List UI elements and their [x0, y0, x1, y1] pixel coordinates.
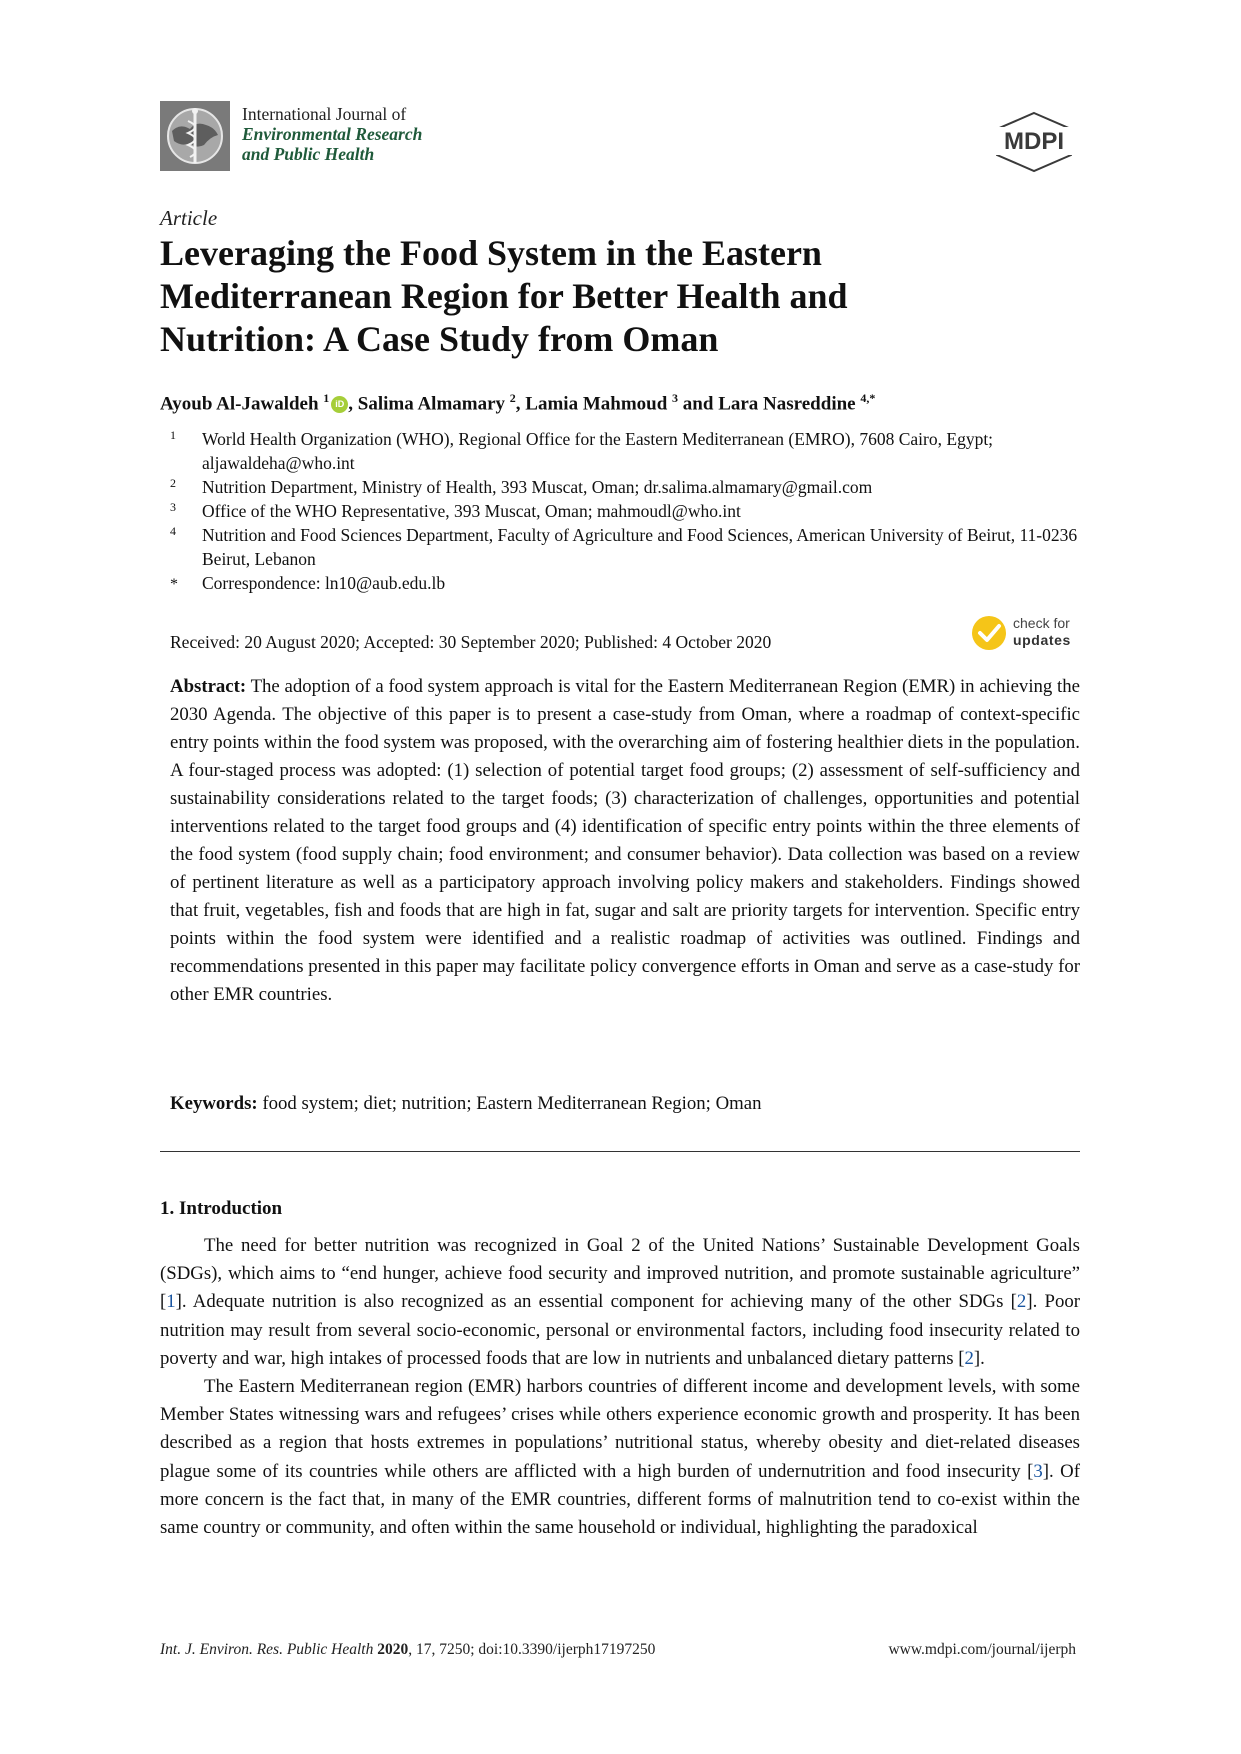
- affiliation-text: World Health Organization (WHO), Regional Office for the Eastern Mediterranean (EMRO), 7608 Cairo, Egypt; aljawaldeha@who.int: [202, 429, 994, 473]
- affiliation-text: Office of the WHO Representative, 393 Muscat, Oman; mahmoudl@who.int: [202, 501, 741, 521]
- affiliation-item: [170, 499, 1080, 523]
- author-name: Salima Almamary: [357, 393, 506, 415]
- paragraph: [160, 1232, 1080, 1373]
- text-run: ]. Adequate nutrition is also recognized as an essential component for achieving many of the other SDGs [: [175, 1291, 1017, 1313]
- section-heading: 1. Introduction: [160, 1198, 283, 1219]
- publisher-name: MDPI: [1004, 128, 1064, 155]
- citation-link[interactable]: 3: [1033, 1460, 1043, 1482]
- footer-year: 2020: [377, 1641, 409, 1658]
- section-body: [160, 1232, 1080, 1542]
- affiliation-text: Nutrition and Food Sciences Department, Faculty of Agriculture and Food Sciences, American University of Beirut, 11-0236 Beirut, Lebanon: [202, 525, 1078, 569]
- article-title: Leveraging the Food System in the Eastern Mediterranean Region for Better Health and Nutrition: A Case Study from Oman: [160, 233, 848, 359]
- journal-name-line1: International Journal of: [242, 104, 407, 124]
- author-name: Lara Nasreddine: [718, 393, 856, 415]
- affiliation-item: [170, 427, 1080, 475]
- abstract-text: The adoption of a food system approach is vital for the Eastern Mediterranean Region (EMR) in achieving the 2030 Agenda. The objective of this paper is to present a case-study from Oman, where a roadmap of context-specific entry points within the food system was proposed, with the overarching aim of fostering healthier diets in the population. A four-staged process was adopted: (1) selection of potential target food groups; (2) assessment of self-sufficiency and sustainability considerations related to the target foods; (3) characterization of challenges, opportunities and potential interventions related to the target food groups and (4) identification of specific entry points within the three elements of the food system (food supply chain; food environment; and consumer behavior). Data collection was based on a review of pertinent literature as well as a participatory approach involving policy makers and stakeholders. Findings showed that fruit, vegetables, fish and foods that are high in fat, sugar and salt are priority targets for intervention. Specific entry points within the food system were identified and a realistic roadmap of activities was outlined. Findings and recommendations presented in this paper may facilitate policy convergence efforts in Oman and serve as a case-study for other EMR countries.: [170, 676, 1081, 1005]
- affiliation-number: 3: [170, 500, 176, 514]
- divider: [160, 1151, 1080, 1152]
- author-name: Lamia Mahmoud: [525, 393, 668, 415]
- check-for-updates-badge[interactable]: [971, 612, 1081, 652]
- affiliation-item: [170, 475, 1080, 499]
- footer-doi: , 17, 7250; doi:10.3390/ijerph17197250: [408, 1641, 656, 1658]
- text-run: ]. Poor nutrition may result from several socio-economic, personal or environmental factors, including food insecurity related to poverty and war, high intakes of processed foods that are low in nutrients and unbalanced dietary patterns [: [160, 1291, 1080, 1369]
- journal-logo-icon: [160, 101, 230, 171]
- text-run: The need for better nutrition was recognized in Goal 2 of the United Nations’ Sustainable Development Goals (SDGs), which aims to “end hunger, achieve food security and improved nutrition, and promote sustainable agriculture” [: [160, 1235, 1080, 1313]
- affiliation-list: [170, 427, 1080, 595]
- citation-link[interactable]: 2: [1016, 1291, 1027, 1313]
- text-run: ].: [973, 1347, 985, 1369]
- journal-name: [242, 104, 422, 164]
- abstract: [170, 673, 1080, 1009]
- journal-name-line3: and Public Health: [242, 144, 375, 164]
- author-separator: and: [678, 393, 719, 415]
- text-run: The Eastern Mediterranean region (EMR) harbors countries of different income and development levels, with some Member States witnessing wars and refugees’ crises while others experience economic growth and prosperity. It has been described as a region that hosts extremes in populations’ nutritional status, whereby obesity and diet-related diseases plague some of its countries while others are afflicted with a high burden of undernutrition and food insecurity [: [160, 1376, 1080, 1482]
- citation-link[interactable]: 1: [166, 1291, 176, 1313]
- author-affiliation-mark: 1: [323, 391, 330, 405]
- mdpi-logo: [991, 111, 1077, 173]
- footer-citation: [160, 1641, 655, 1659]
- author-affiliation-mark: 4,*: [860, 391, 876, 405]
- author-affiliation-mark: 2: [509, 391, 516, 405]
- keywords-label: Keywords:: [170, 1093, 258, 1114]
- keywords: [170, 1093, 1080, 1115]
- affiliation-text: Correspondence: ln10@aub.edu.lb: [202, 573, 446, 593]
- abstract-label: Abstract:: [170, 676, 247, 697]
- affiliation-text: Nutrition Department, Ministry of Health, 393 Muscat, Oman; dr.salima.almamary@gmail.com: [202, 477, 873, 497]
- footer-journal-url[interactable]: www.mdpi.com/journal/ijerph: [888, 1641, 1076, 1658]
- author-name: Ayoub Al-Jawaldeh: [160, 393, 319, 415]
- affiliation-item: [170, 571, 1080, 595]
- author-separator: ,: [515, 393, 526, 415]
- article-type: Article: [160, 206, 218, 230]
- footer-journal-abbr: Int. J. Environ. Res. Public Health: [160, 1641, 374, 1658]
- orcid-icon[interactable]: iD: [331, 396, 348, 413]
- author-separator: ,: [348, 393, 358, 415]
- paragraph: [160, 1373, 1080, 1542]
- check-updates-line2: updates: [1013, 632, 1071, 648]
- author-list: [160, 391, 875, 415]
- citation-link[interactable]: 2: [964, 1347, 974, 1369]
- affiliation-number: *: [170, 576, 178, 593]
- author-affiliation-mark: 3: [672, 391, 679, 405]
- text-run: ]. Of more concern is the fact that, in many of the EMR countries, different forms of malnutrition tend to co-exist within the same country or community, and often within the same household or individual, highlighting the paradoxical: [160, 1460, 1081, 1539]
- check-updates-line1: check for: [1013, 615, 1070, 631]
- publication-dates: Received: 20 August 2020; Accepted: 30 September 2020; Published: 4 October 2020: [170, 632, 772, 652]
- keywords-text: food system; diet; nutrition; Eastern Mediterranean Region; Oman: [262, 1093, 762, 1114]
- affiliation-number: 1: [170, 428, 176, 442]
- affiliation-number: 4: [170, 524, 176, 538]
- affiliation-item: [170, 523, 1080, 571]
- affiliation-number: 2: [170, 476, 176, 490]
- checkmark-icon: [971, 615, 1007, 651]
- journal-name-line2: Environmental Research: [242, 124, 423, 144]
